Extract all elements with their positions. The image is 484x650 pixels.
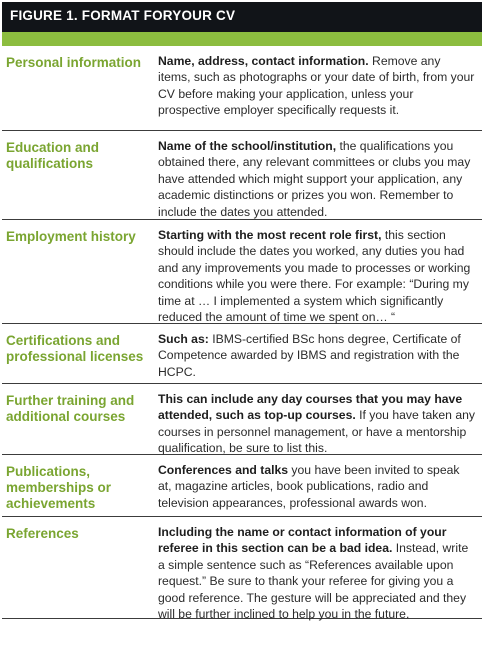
section-text: IBMS-certified BSc hons degree, Certificate of Competence awarded by IBMS and registration with the HCPC.	[158, 332, 461, 379]
section-description	[158, 524, 476, 622]
section-label: Personal information	[6, 55, 142, 70]
section-lead: Name, address, contact information.	[158, 54, 369, 68]
section-description	[158, 331, 476, 380]
section-label: Publications, memberships or achievements	[6, 464, 112, 511]
figure-title: FIGURE 1. FORMAT FORYOUR CV	[2, 2, 482, 32]
section-description	[158, 53, 476, 119]
section-text: you have been invited to speak at, magazine articles, book publications, radio and television appearances, professional awards won.	[158, 463, 460, 510]
row-employment-history	[2, 220, 482, 324]
section-text: Remove any items, such as photographs or your date of birth, from your CV before making your application, unless your prospective employer specifically requests it.	[158, 54, 475, 118]
section-text: If you have taken any courses in personnel management, or have a mentorship qualification, be sure to list this.	[158, 408, 475, 456]
row-education-qualifications	[2, 131, 482, 220]
cv-sections-table	[2, 46, 482, 622]
section-description	[158, 462, 476, 511]
row-certifications-licenses	[2, 324, 482, 384]
section-text: Instead, write a simple sentence such as “References available upon request.” Be sure to thank your referee for giving you a good reference. The gesture will be appreciated and they will be further inclined to help you in the future.	[158, 541, 469, 622]
section-label: References	[6, 526, 79, 541]
section-lead: Name of the school/institution,	[158, 139, 337, 153]
section-label: Certifications and professional licenses	[6, 333, 144, 364]
row-publications-memberships	[2, 455, 482, 517]
section-text: this section should include the dates you worked, any duties you had and any improvements you made to processes or working conditions while you were there. For example: “During my time at … I implemented a system which significantly reduced the amount of time we spent on… “	[158, 228, 471, 325]
row-personal-information	[2, 46, 482, 131]
row-further-training	[2, 384, 482, 455]
accent-bar	[2, 32, 482, 46]
section-lead: Including the name or contact information of your referee in this section can be a bad idea.	[158, 525, 447, 556]
section-lead: Conferences and talks	[158, 463, 289, 477]
section-description	[158, 138, 476, 220]
section-lead: This can include any day courses that you may have attended, such as top-up courses.	[158, 392, 463, 423]
section-lead: Starting with the most recent role first,	[158, 228, 382, 242]
section-label: Employment history	[6, 229, 136, 244]
section-description	[158, 391, 476, 457]
section-label: Education and qualifications	[6, 140, 100, 171]
section-text: the qualifications you obtained there, any relevant committees or clubs you may have attended which might support your application, any academic distinctions or prizes you won. Remember to include the dates you attended.	[158, 139, 471, 219]
section-lead: Such as:	[158, 332, 209, 346]
row-references	[2, 517, 482, 622]
section-description	[158, 227, 476, 325]
section-label: Further training and additional courses	[6, 393, 135, 424]
